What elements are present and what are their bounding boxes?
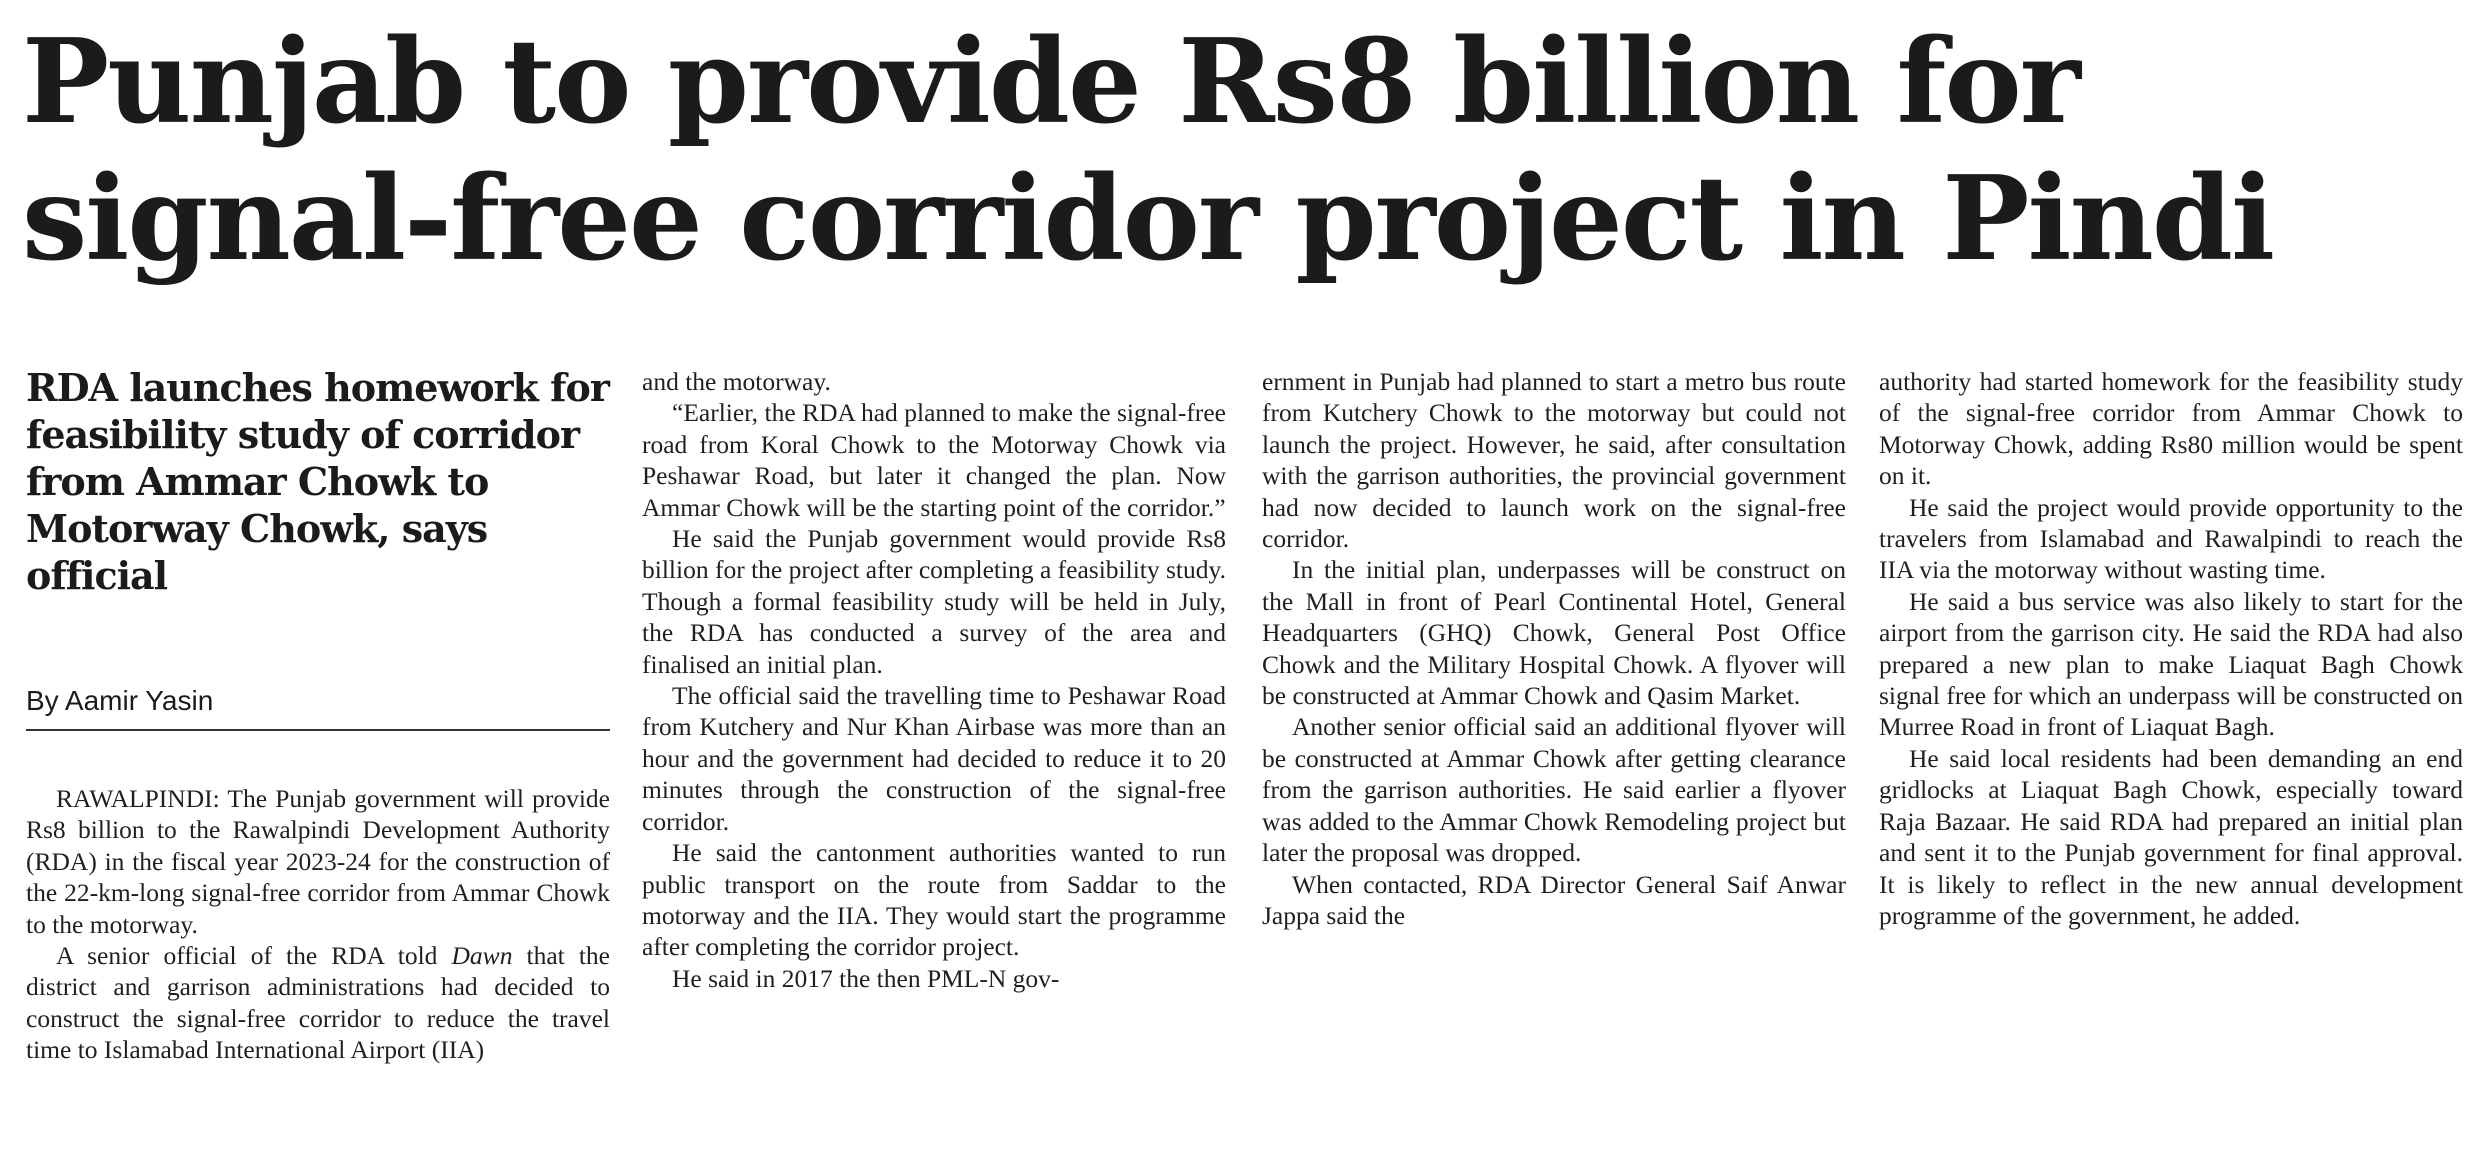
paragraph: In the initial plan, underpasses will be construct on the Mall in front of Pearl Continental Hotel, General Headquarters (GHQ) Chowk, General Post Office Chowk and the Military Hospital Chowk. A flyover will be constructed at Ammar Chowk and Qasim Market. [1262,555,1846,711]
paragraph: He said in 2017 the then PML-N gov- [672,963,1060,993]
paragraph: He said the cantonment authorities wanted to run public transport on the route from Saddar to the motorway and the IIA. They would start the programme after completing the corridor project. [642,838,1226,962]
paragraph: ernment in Punjab had planned to start a metro bus route from Kutchery Chowk to the motorway but could not launch the project. However, he said, after consultation with the garrison authorities, the provincial government had now decided to launch work on the signal-free corridor. [1262,367,1846,554]
paragraph: “Earlier, the RDA had planned to make the signal-free road from Koral Chowk to the Motorway Chowk via Peshawar Road, but later it changed the plan. Now Ammar Chowk will be the starting point of the corridor.” [642,398,1226,522]
paragraph: RAWALPINDI: The Punjab government will provide Rs8 billion to the Rawalpindi Development Authority (RDA) in the fiscal year 2023-24 for the construction of the 22-km-long signal-free corridor from Ammar Chowk to the motorway. [26,784,610,939]
paragraph: He said a bus service was also likely to start for the airport from the garrison city. He said the RDA had also prepared a new plan to make Liaquat Bagh Chowk signal free for which an underpass will be constructed on Murree Road in front of Liaquat Bagh. [1879,586,2463,742]
column-1-body [26,783,610,1066]
paragraph: authority had started homework for the feasibility study of the signal-free corridor from Ammar Chowk to Motorway Chowk, adding Rs80 million would be spent on it. [1879,367,2463,491]
paragraph: The official said the travelling time to Peshawar Road from Kutchery and Nur Khan Airbase was more than an hour and the government had decided to reduce it to 20 minutes through the construction of the signal-free corridor. [642,681,1226,836]
paragraph: He said local residents had been demanding an end gridlocks at Liaquat Bagh Chowk, especially toward Raja Bazaar. He said RDA had prepared an initial plan and sent it to the Punjab government for final approval. It is likely to reflect in the new annual development programme of the government, he added. [1879,743,2463,930]
headline [22,14,2462,288]
column-4 [1879,366,2463,931]
column-1 [26,364,610,1066]
subheadline: RDA launches homework for feasibility study of corridor from Ammar Chowk to Motorway Chowk, says official [26,365,609,598]
paragraph: and the motorway. [642,367,831,396]
paragraph: He said the Punjab government would provide Rs8 billion for the project after completing a feasibility study. Though a formal feasibility study will be held in July, the RDA has conducted a survey of the area and finalised an initial plan. [642,524,1226,679]
column-3 [1262,366,1846,931]
text-run: that the district and garrison administrations had decided to construct the signal-free corridor to reduce the travel time to Islamabad International Airport (IIA) [26,941,610,1065]
paragraph: Another senior official said an additional flyover will be constructed at Ammar Chowk after getting clearance from the garrison authorities. He said earlier a flyover was added to the Ammar Chowk Remodeling project but later the proposal was dropped. [1262,712,1846,868]
text-run: A senior official of the RDA told [56,941,452,971]
publication-name: Dawn [451,941,513,971]
column-2 [642,366,1226,994]
headline-line-1: Punjab to provide Rs8 billion for [22,14,2079,150]
paragraph: When contacted, RDA Director General Saif Anwar Jappa said the [1262,869,1846,930]
paragraph: He said the project would provide opportunity to the travelers from Islamabad and Rawalpindi to reach the IIA via the motorway without wasting time. [1879,492,2463,585]
paragraph [26,940,610,1066]
headline-line-2: signal-free corridor project in Pindi [22,151,2274,287]
byline: By Aamir Yasin [26,683,610,731]
